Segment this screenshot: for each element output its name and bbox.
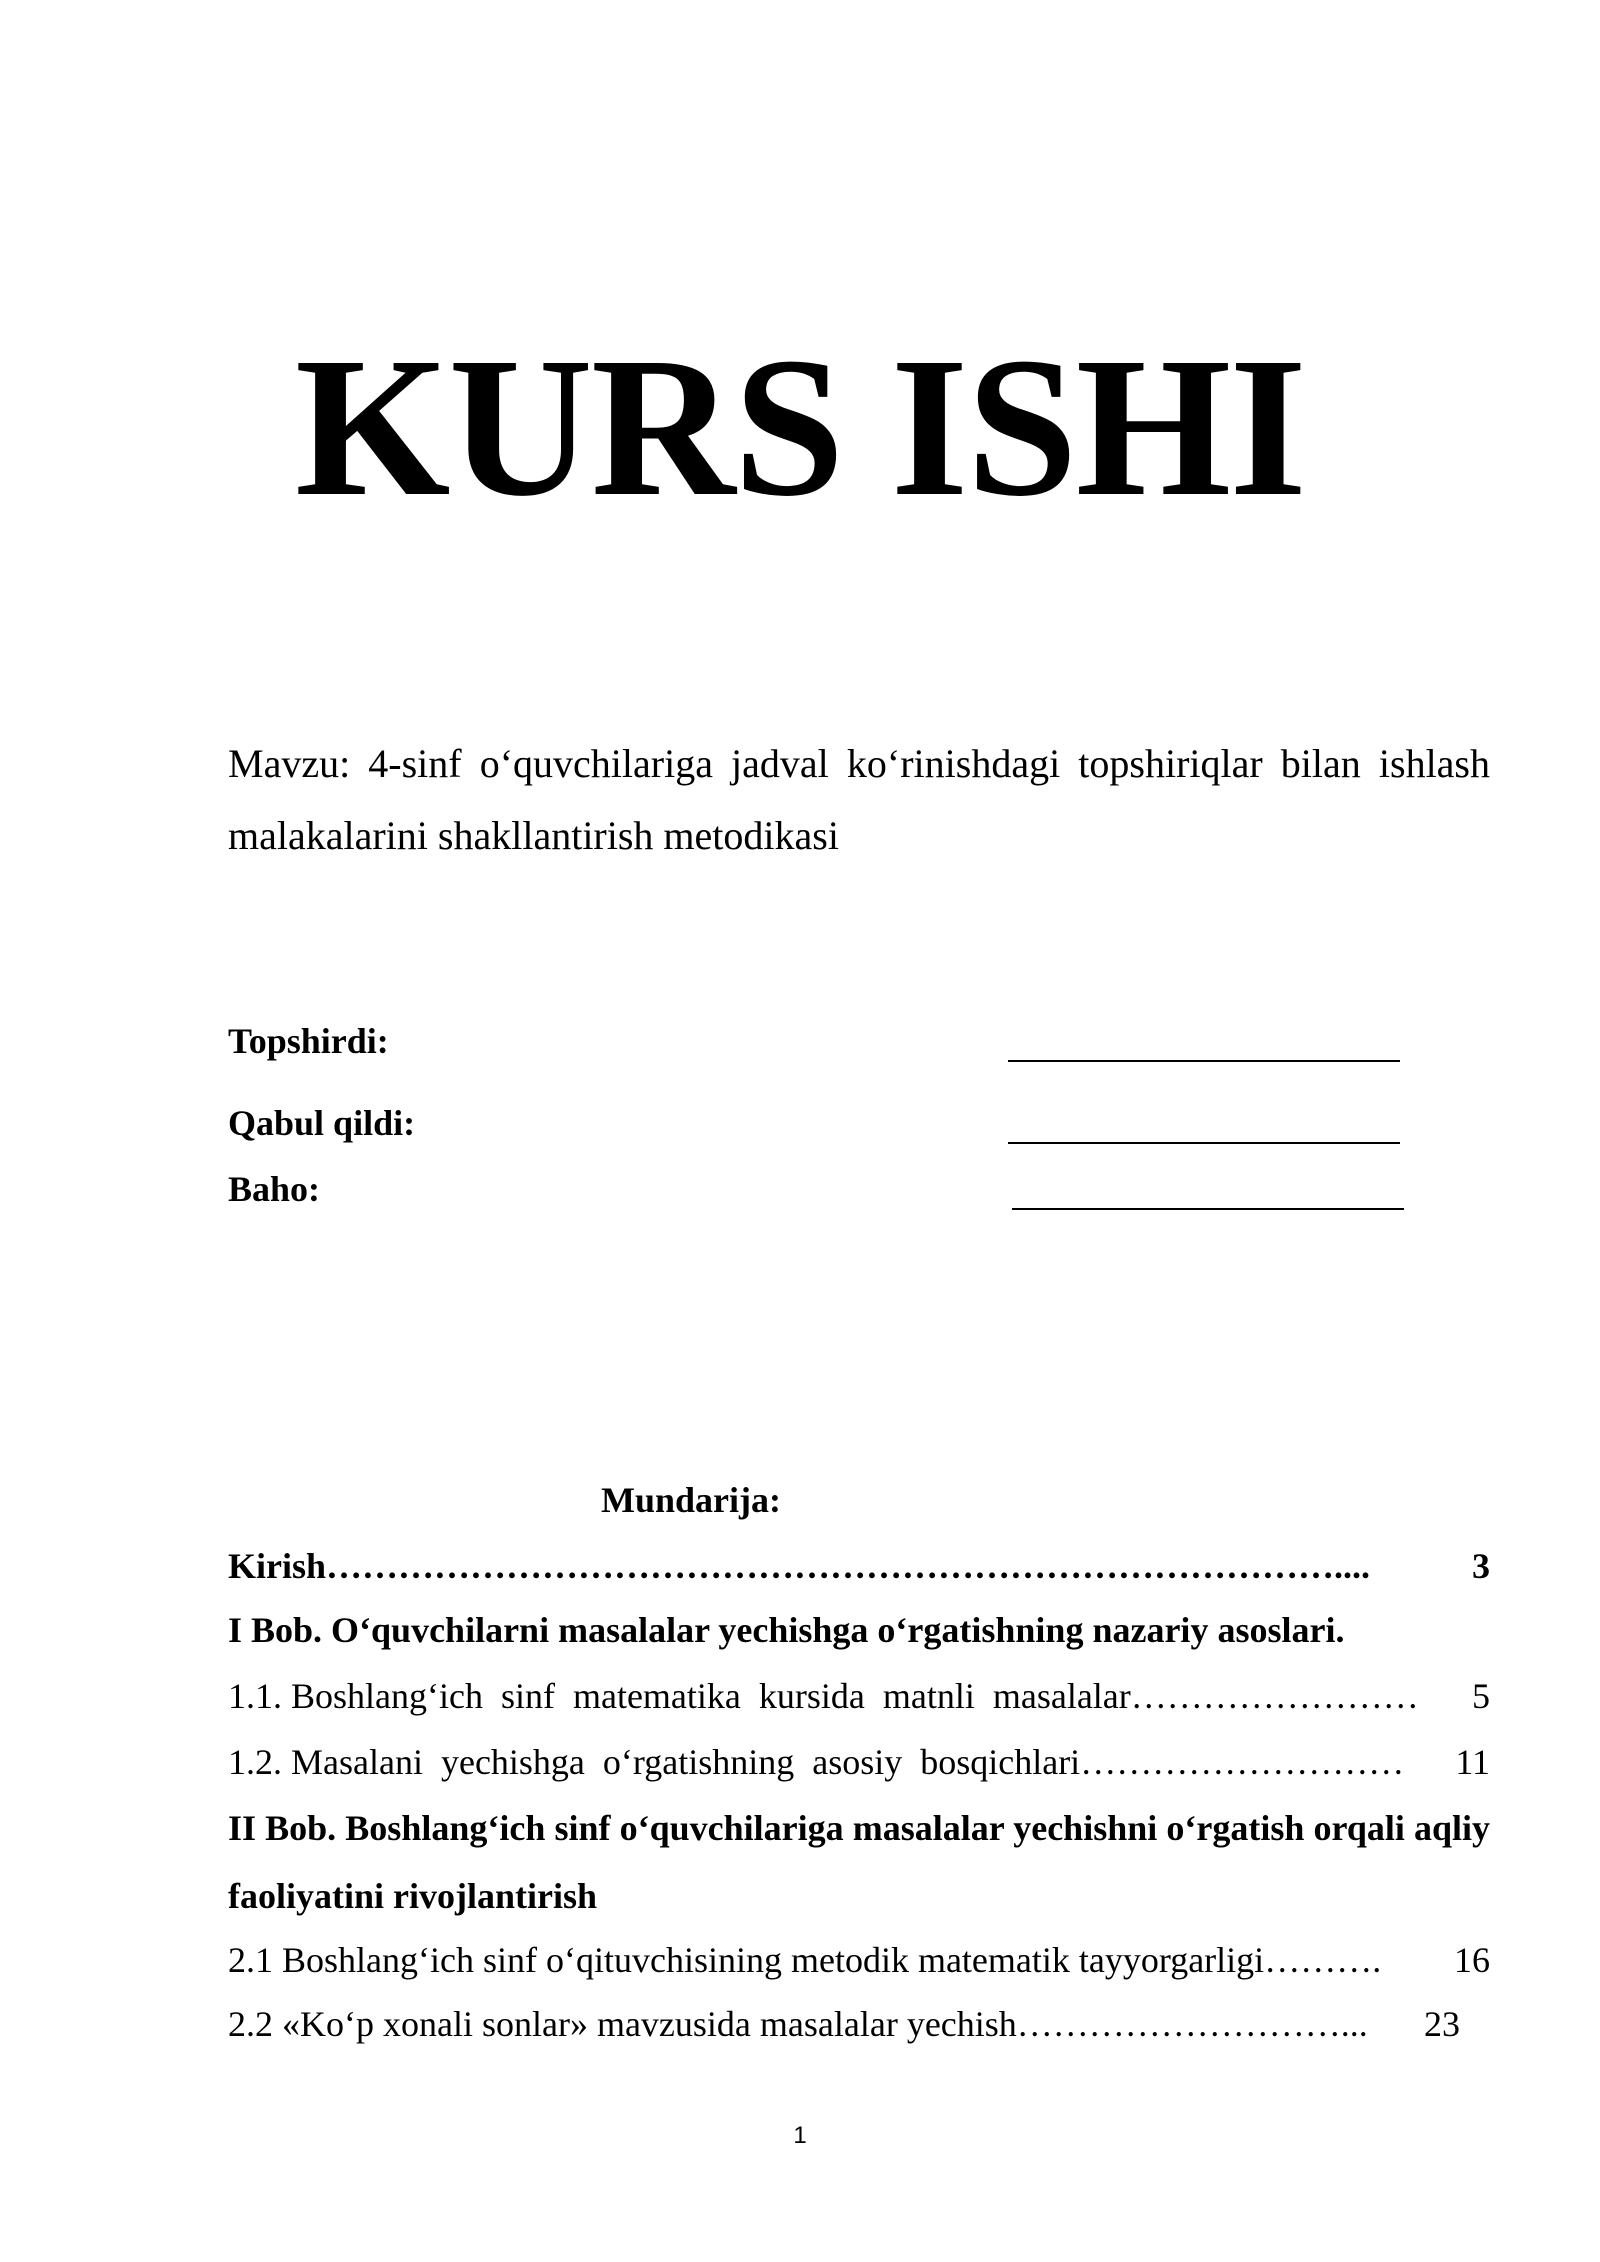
toc-chapter-2: II Bob. Boshlang‘ich sinf o‘quvchilariga masalalar yechishni o‘rgatish orqali aqliy faoliyatini rivojlantirish (228, 1808, 1490, 1916)
submitted-blank-line (1008, 1060, 1400, 1062)
submitted-label: Topshirdi: (228, 1021, 389, 1061)
submitted-row (228, 1012, 1400, 1068)
toc-entry-text: 1.1. Boshlang‘ich sinf matematika kursida matnli masalalar (228, 1676, 1131, 1716)
toc-leader-dots: ……………………… (1080, 1742, 1405, 1782)
toc-page-number: 3 (1472, 1546, 1490, 1586)
toc-entry-text: 2.1 Boshlang‘ich sinf o‘qituvchisining metodik matematik tayyorgarligi (228, 1940, 1265, 1980)
toc-entry-2-2 (228, 1996, 1460, 2052)
toc-entry-2-1 (228, 1932, 1490, 1988)
toc-leader-dots: ………………………………………………………………………….... (326, 1546, 1371, 1586)
toc-entry-text: 2.2 «Ko‘p xonali sonlar» mavzusida masalalar yechish (228, 2004, 1017, 2044)
grade-blank-line (1012, 1208, 1404, 1210)
toc-page-number: 11 (1455, 1742, 1490, 1782)
accepted-blank-line (1008, 1142, 1400, 1144)
toc-entry-intro (228, 1538, 1490, 1594)
toc-leader-dots: ………………………... (1016, 2004, 1368, 2044)
toc-chapter-1 (228, 1602, 1490, 1658)
toc-entry-text: 1.2. Masalani yechishga o‘rgatishning asosiy bosqichlari (228, 1742, 1081, 1782)
toc-entry-text: Kirish (228, 1546, 327, 1586)
contents-heading: Mundarija: (601, 1480, 781, 1520)
topic-text: Mavzu: 4-sinf o‘quvchilariga jadval ko‘rinishdagi topshiriqlar bilan ishlash malakalarini shakllantirish metodikasi (228, 741, 1490, 858)
toc-chapter-text: I Bob. O‘quvchilarni masalalar yechishga o‘rgatishning nazariy asoslari. (228, 1610, 1345, 1650)
grade-row (228, 1160, 1400, 1216)
accepted-row (228, 1094, 1400, 1150)
toc-page-number: 23 (1424, 2004, 1460, 2044)
document-title: KURS ISHI (294, 317, 1306, 538)
toc-entry-1-2 (228, 1734, 1490, 1790)
toc-leader-dots: …………………… (1130, 1676, 1419, 1716)
toc-page-number: 5 (1472, 1676, 1490, 1716)
accepted-label: Qabul qildi: (228, 1103, 416, 1143)
toc-entry-1-1 (228, 1668, 1490, 1724)
toc-leader-dots: ………. (1264, 1940, 1382, 1980)
toc-page-number: 16 (1454, 1940, 1490, 1980)
grade-label: Baho: (228, 1169, 321, 1209)
page-number: 1 (793, 2122, 807, 2149)
